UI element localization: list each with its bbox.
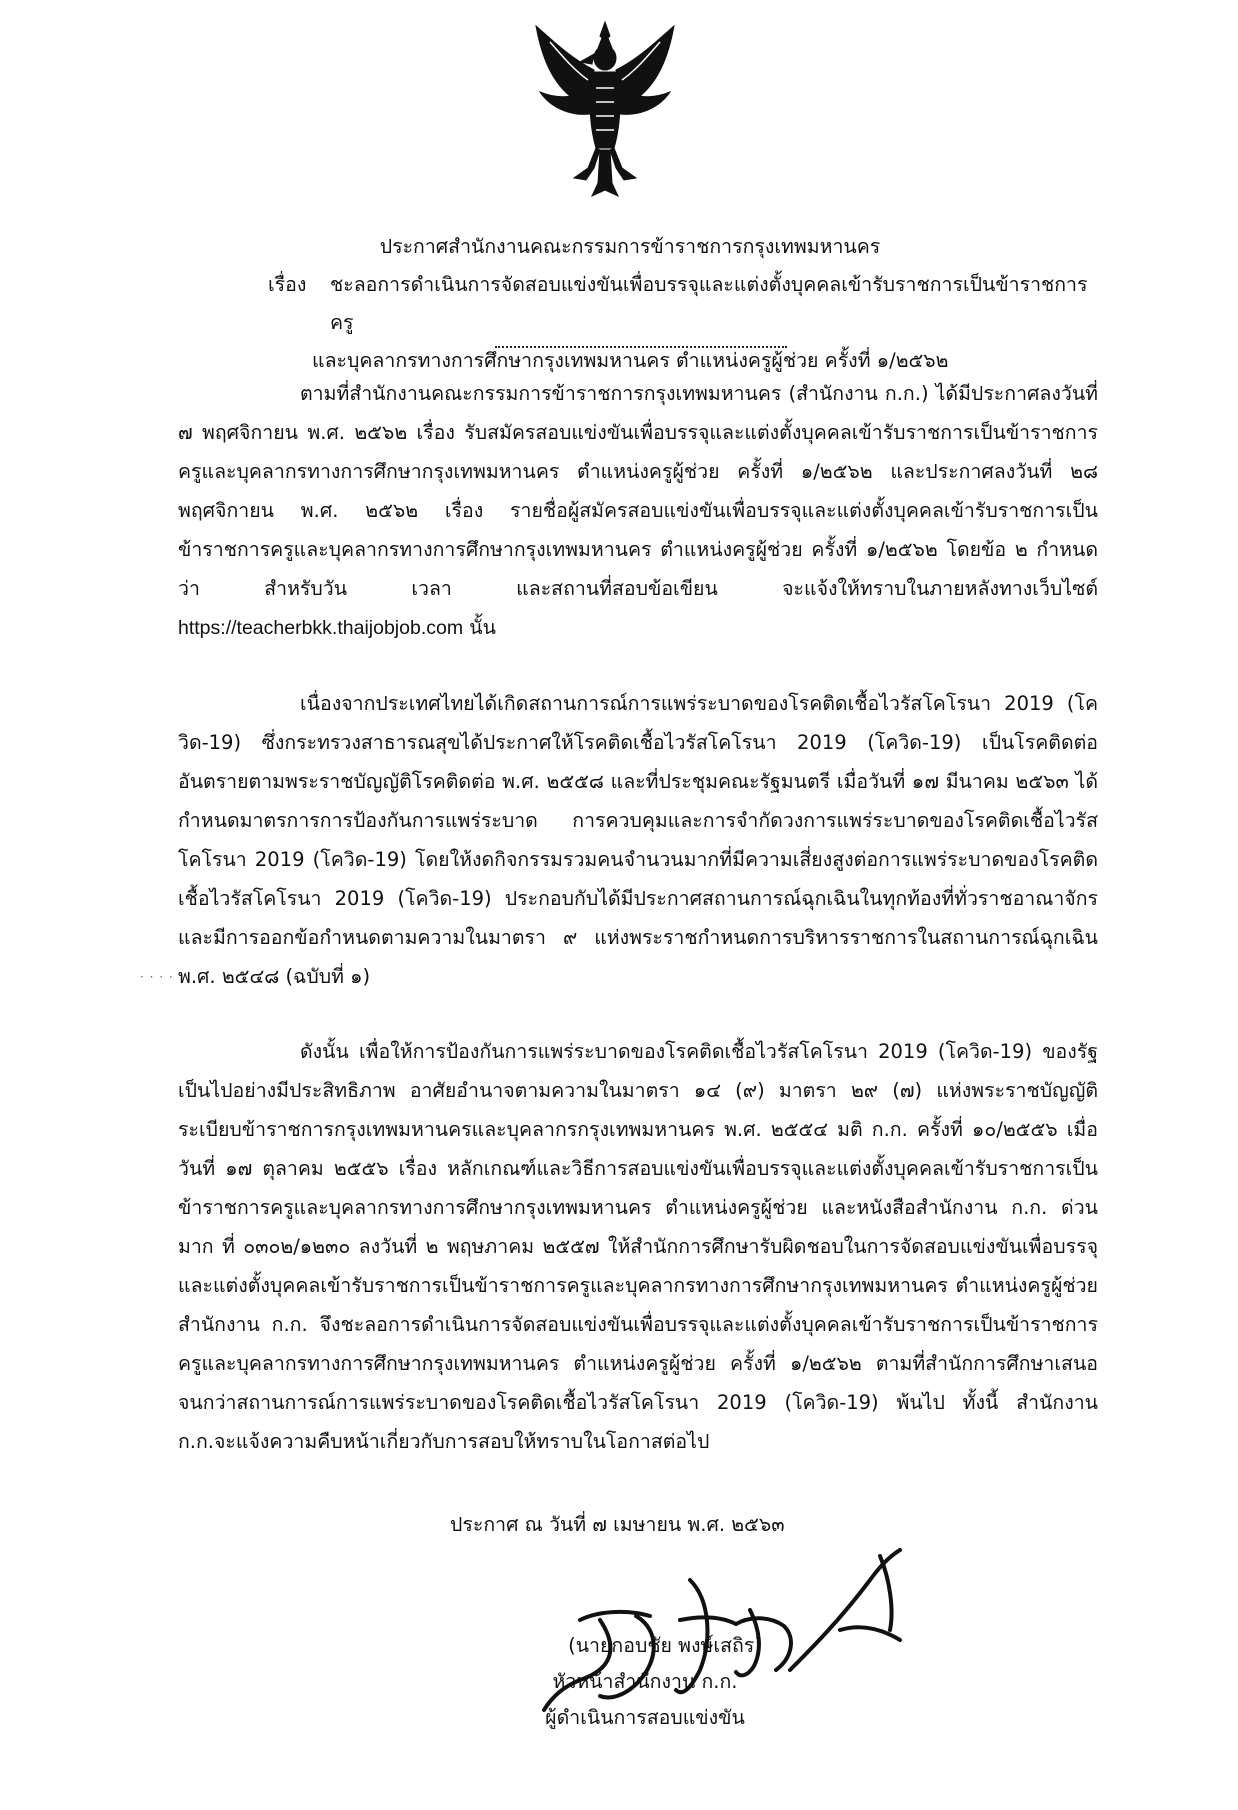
announcement-title: ประกาศสำนักงานคณะกรรมการข้าราชการกรุงเทพมหานคร <box>379 235 881 258</box>
announcement-body <box>178 374 1098 1461</box>
signer-position: หัวหน้าสำนักงาน ก.ก. <box>552 1670 738 1693</box>
header-separator <box>495 346 787 348</box>
subject-line-1: ชะลอการดำเนินการจัดสอบแข่งขันเพื่อบรรจุและแต่งตั้งบุคคลเข้ารับราชการเป็นข้าราชการครู <box>330 273 1088 334</box>
subject-label: เรื่อง <box>268 273 307 296</box>
announcement-subject <box>150 266 1110 342</box>
scan-mark: · · · · <box>140 970 174 984</box>
paragraph-1-text: ตามที่สำนักงานคณะกรรมการข้าราชการกรุงเทพมหานคร (สำนักงาน ก.ก.) ได้มีประกาศลงวันที่ ๗ พฤศจิกายน พ.ศ. ๒๕๖๒ เรื่อง รับสมัครสอบแข่งขันเพื่อบรรจุและแต่งตั้งบุคคลเข้ารับราชการเป็นข้าราชการครูและบุคลากรทางการศึกษากรุงเทพมหานคร ตำแหน่งครูผู้ช่วย ครั้งที่ ๑/๒๕๖๒ และประกาศลงวันที่ ๒๘ พฤศจิกายน พ.ศ. ๒๕๖๒ เรื่อง รายชื่อผู้สมัครสอบแข่งขันเพื่อบรรจุและแต่งตั้งบุคคลเข้ารับราชการเป็นข้าราชการครูและบุคลากรทางการศึกษากรุงเทพมหานคร ตำแหน่งครูผู้ช่วย ครั้งที่ ๑/๒๕๖๒ โดยข้อ ๒ กำหนดว่า สำหรับวัน เวลา และสถานที่สอบข้อเขียน จะแจ้งให้ทราบในภายหลังทางเว็บไซต์ <box>178 382 1098 600</box>
signer-name: (นายกอบชัย พงษ์เสถิร) <box>568 1634 762 1657</box>
signer-role: ผู้ดำเนินการสอบแข่งขัน <box>545 1706 745 1729</box>
paragraph-1 <box>178 374 1098 648</box>
paragraph-1-end: นั้น <box>469 616 496 639</box>
garuda-emblem-icon <box>530 18 680 203</box>
announce-date: ประกาศ ณ วันที่ ๗ เมษายน พ.ศ. ๒๕๖๓ <box>450 1513 785 1536</box>
subject-line-2: และบุคลากรทางการศึกษากรุงเทพมหานคร ตำแหน่งครูผู้ช่วย ครั้งที่ ๑/๒๕๖๒ <box>312 349 949 372</box>
announcement-header <box>150 228 1110 380</box>
paragraph-2: เนื่องจากประเทศไทยได้เกิดสถานการณ์การแพร่ระบาดของโรคติดเชื้อไวรัสโคโรนา 2019 (โควิด-19) ซึ่งกระทรวงสาธารณสุขได้ประกาศให้โรคติดเชื้อไวรัสโคโรนา 2019 (โควิด-19) เป็นโรคติดต่ออันตรายตามพระราชบัญญัติโรคติดต่อ พ.ศ. ๒๕๕๘ และที่ประชุมคณะรัฐมนตรี เมื่อวันที่ ๑๗ มีนาคม ๒๕๖๓ ได้กำหนดมาตรการการป้องกันการแพร่ระบาด การควบคุมและการจำกัดวงการแพร่ระบาดของโรคติดเชื้อไวรัสโคโรนา 2019 (โควิด-19) โดยให้งดกิจกรรมรวมคนจำนวนมากที่มีความเสี่ยงสูงต่อการแพร่ระบาดของโรคติดเชื้อไวรัสโคโรนา 2019 (โควิด-19) ประกอบกับได้มีประกาศสถานการณ์ฉุกเฉินในทุกท้องที่ทั่วราชอาณาจักรและมีการออกข้อกำหนดตามความในมาตรา ๙ แห่งพระราชกำหนดการบริหารราชการในสถานการณ์ฉุกเฉิน พ.ศ. ๒๕๔๘ (ฉบับที่ ๑) <box>178 692 1098 988</box>
website-link: https://teacherbkk.thaijobjob.com <box>178 617 464 639</box>
signer-block <box>500 1628 790 1736</box>
paragraph-3: ดังนั้น เพื่อให้การป้องกันการแพร่ระบาดของโรคติดเชื้อไวรัสโคโรนา 2019 (โควิด-19) ของรัฐเป็นไปอย่างมีประสิทธิภาพ อาศัยอำนาจตามความในมาตรา ๑๔ (๙) มาตรา ๒๙ (๗) แห่งพระราชบัญญัติระเบียบข้าราชการกรุงเทพมหานครและบุคลากรกรุงเทพมหานคร พ.ศ. ๒๕๕๔ มติ ก.ก. ครั้งที่ ๑๐/๒๕๕๖ เมื่อวันที่ ๑๗ ตุลาคม ๒๕๕๖ เรื่อง หลักเกณฑ์และวิธีการสอบแข่งขันเพื่อบรรจุและแต่งตั้งบุคคลเข้ารับราชการเป็นข้าราชการครูและบุคลากรทางการศึกษากรุงเทพมหานคร ตำแหน่งครูผู้ช่วย และหนังสือสำนักงาน ก.ก. ด่วนมาก ที่ ๐๓๐๒/๑๒๓๐ ลงวันที่ ๒ พฤษภาคม ๒๕๕๗ ให้สำนักการศึกษารับผิดชอบในการจัดสอบแข่งขันเพื่อบรรจุและแต่งตั้งบุคคลเข้ารับราชการเป็นข้าราชการครูและบุคลากรทางการศึกษากรุงเทพมหานคร ตำแหน่งครูผู้ช่วย สำนักงาน ก.ก. จึงชะลอการดำเนินการจัดสอบแข่งขันเพื่อบรรจุและแต่งตั้งบุคคลเข้ารับราชการเป็นข้าราชการครูและบุคลากรทางการศึกษากรุงเทพมหานคร ตำแหน่งครูผู้ช่วย ครั้งที่ ๑/๒๕๖๒ ตามที่สำนักการศึกษาเสนอ จนกว่าสถานการณ์การแพร่ระบาดของโรคติดเชื้อไวรัสโคโรนา 2019 (โควิด-19) พ้นไป ทั้งนี้ สำนักงาน ก.ก.จะแจ้งความคืบหน้าเกี่ยวกับการสอบให้ทราบในโอกาสต่อไป <box>178 1040 1098 1453</box>
